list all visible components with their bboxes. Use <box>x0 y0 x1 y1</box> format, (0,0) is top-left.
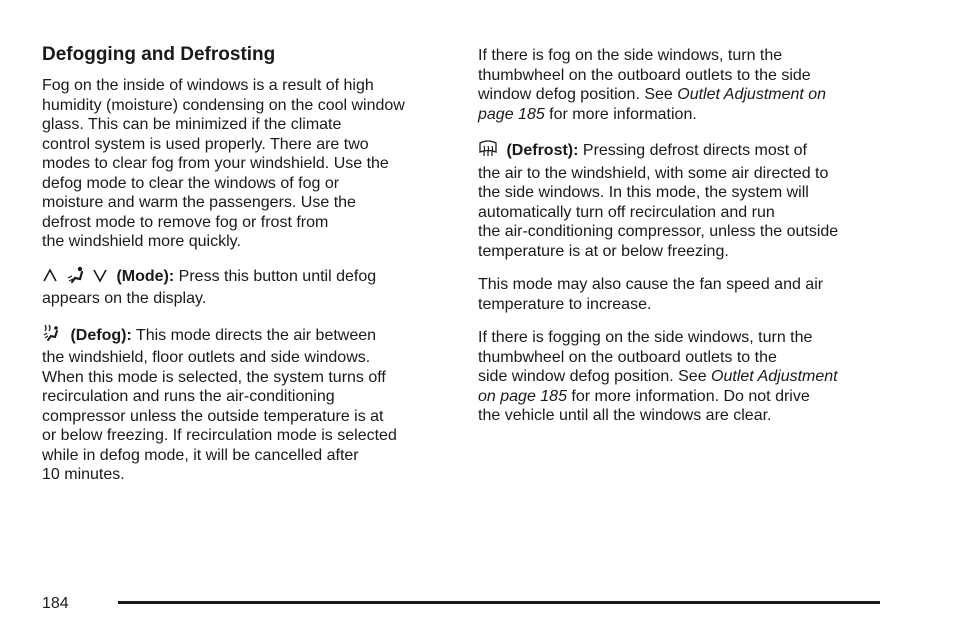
mode-paragraph <box>42 266 452 309</box>
text-line: 10 minutes. <box>42 466 125 483</box>
mode-arrows-seat-icon <box>42 266 108 290</box>
text-fragment: side window defog position. See <box>478 368 712 385</box>
cross-reference: Outlet Adjustment <box>711 368 838 385</box>
text-line: When this mode is selected, the system turns off <box>42 368 386 386</box>
text-line: the side windows. In this mode, the system will <box>478 184 809 201</box>
text-fragment: This mode directs the air between <box>135 326 377 344</box>
text-line: moisture and warm the passengers. Use the <box>42 194 356 211</box>
text-line: recirculation and runs the air-conditioning <box>42 388 335 405</box>
defog-paragraph <box>42 323 452 485</box>
text-fragment: for more information. <box>544 105 697 123</box>
left-column <box>42 44 452 499</box>
text-line: temperature is at or below freezing. <box>478 242 729 260</box>
text-line: the air-conditioning compressor, unless the outside <box>478 223 839 240</box>
text-line: control system is used properly. There are two <box>42 135 369 153</box>
intro-paragraph <box>42 76 452 252</box>
right-column <box>478 46 888 440</box>
text-line: thumbwheel on the outboard outlets to the <box>478 348 777 366</box>
page-number: 184 <box>42 595 69 612</box>
footer-rule <box>118 601 880 604</box>
text-line: the windshield more quickly. <box>42 233 241 250</box>
text-line: temperature to increase. <box>478 295 652 313</box>
text-line <box>42 266 452 290</box>
text-line: automatically turn off recirculation and run <box>478 203 775 221</box>
text-line: compressor unless the outside temperature is at <box>42 407 384 425</box>
text-line: thumbwheel on the outboard outlets to the side <box>478 66 811 84</box>
text-fragment: for more information. Do not drive <box>566 387 810 405</box>
cross-reference: on page 185 <box>478 387 567 405</box>
text-line: This mode may also cause the fan speed and air <box>478 276 824 293</box>
fan-note-paragraph <box>478 275 888 314</box>
text-fragment: Pressing defrost directs most of <box>582 142 807 159</box>
defrost-paragraph <box>478 138 888 261</box>
side-fogging-paragraph <box>478 328 888 426</box>
side-fog-paragraph <box>478 46 888 124</box>
text-line <box>478 105 888 125</box>
text-line: appears on the display. <box>42 290 207 307</box>
cross-reference: Outlet Adjustment on <box>677 86 827 103</box>
text-fragment: window defog position. See <box>478 86 678 103</box>
defrost-label: (Defrost): <box>506 142 579 159</box>
text-line <box>478 367 888 387</box>
text-line <box>478 138 888 164</box>
text-line: defrost mode to remove fog or frost from <box>42 213 329 231</box>
section-heading: Defogging and Defrosting <box>42 44 276 65</box>
text-line <box>42 323 452 349</box>
text-line <box>478 387 888 407</box>
cross-reference: page 185 <box>478 105 545 123</box>
text-line: the vehicle until all the windows are clear. <box>478 407 772 424</box>
mode-label: (Mode): <box>116 267 175 285</box>
defrost-icon <box>478 138 498 164</box>
text-line: Fog on the inside of windows is a result of high <box>42 77 374 94</box>
text-line: If there is fogging on the side windows, turn the <box>478 329 813 346</box>
defog-label: (Defog): <box>70 326 132 344</box>
text-line: while in defog mode, it will be cancelled after <box>42 446 359 464</box>
text-line: the windshield, floor outlets and side windows. <box>42 349 371 366</box>
text-line: glass. This can be minimized if the climate <box>42 116 342 133</box>
text-fragment: Press this button until defog <box>178 267 377 285</box>
text-line: modes to clear fog from your windshield. Use the <box>42 155 389 172</box>
text-line: defog mode to clear the windows of fog or <box>42 174 340 192</box>
text-line: or below freezing. If recirculation mode is selected <box>42 427 397 444</box>
text-line <box>478 85 888 105</box>
text-line: the air to the windshield, with some air directed to <box>478 164 829 182</box>
defog-icon <box>42 323 62 349</box>
text-line: humidity (moisture) condensing on the cool window <box>42 96 405 114</box>
text-line: If there is fog on the side windows, turn the <box>478 47 783 64</box>
